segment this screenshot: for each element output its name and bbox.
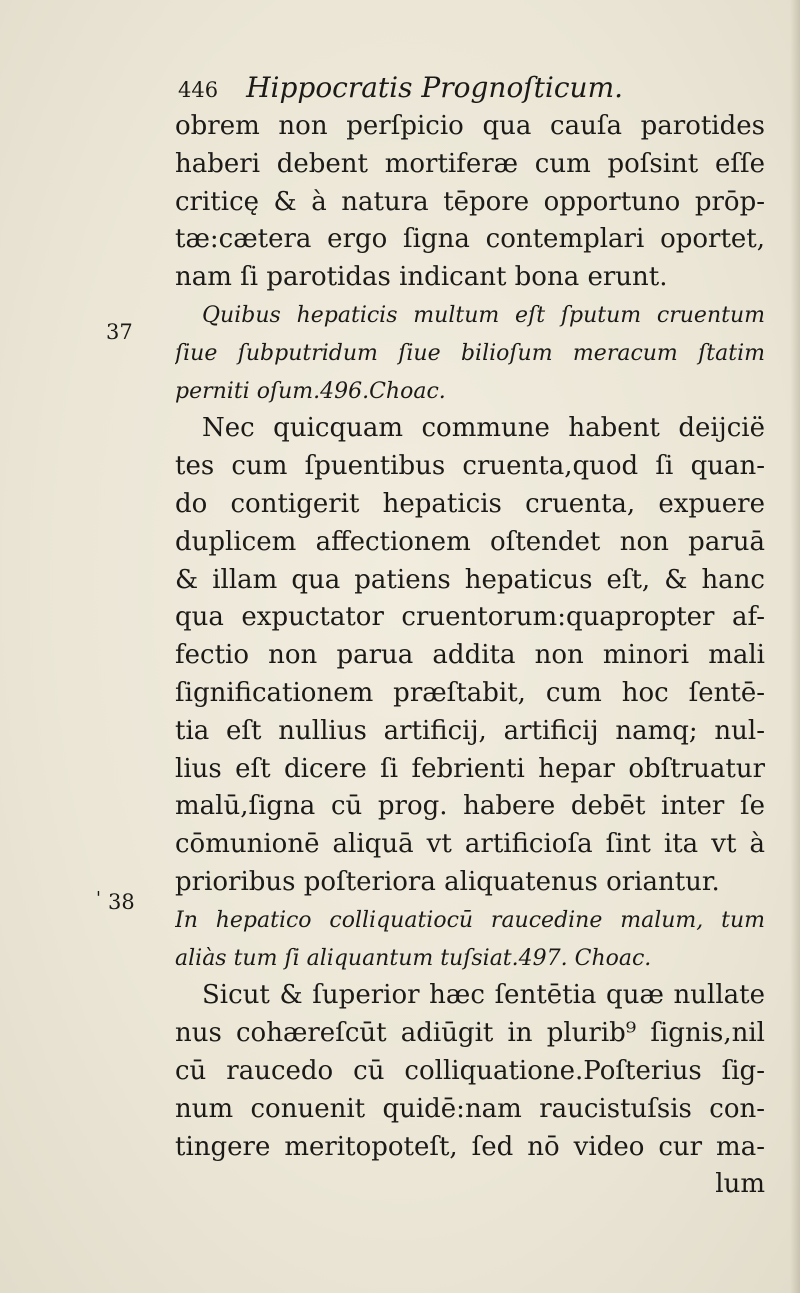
text-line: fectio non parua addita non minori mali xyxy=(175,640,765,671)
text-line: tia eſt nullius artificij, artificij namq; nul- xyxy=(175,715,765,746)
text-line: num conuenit quidē:nam raucistuſsis con- xyxy=(175,1093,765,1124)
text-line: Sicut & ſuperior hæc ſentētia quæ nullate xyxy=(202,980,765,1011)
margin-aphorism-number-38: 38 xyxy=(108,890,135,914)
text-line: ſignificationem præſtabit, cum hoc ſentē- xyxy=(175,677,765,708)
body-text xyxy=(175,108,765,1204)
text-line: tæ:cætera ergo ſigna contemplari oportet, xyxy=(175,224,765,255)
aphorism-line: In hepatico colliquatiocū raucedine malum, tum xyxy=(175,907,765,933)
catchword: lum xyxy=(715,1169,765,1200)
aphorism-line: perniti oſum.496.Choac. xyxy=(175,378,446,404)
text-line: cōmunionē aliquā vt artificioſa ſint ita vt à xyxy=(175,829,765,860)
text-line: nus cohæreſcūt adiūgit in plurib⁹ ſignis,nil xyxy=(175,1018,765,1049)
text-line: cū raucedo cū colliquatione.Poſterius ſig- xyxy=(175,1055,765,1086)
aphorism-line: aliàs tum ſi aliquantum tuſsiat.497. Choac. xyxy=(175,945,652,971)
text-line: haberi debent mortiferæ cum poſsint eſſe xyxy=(175,148,765,179)
text-line: tes cum ſpuentibus cruenta,quod ſi quan- xyxy=(175,451,765,482)
page-number: 446 xyxy=(178,78,219,102)
text-line: nam ſi parotidas indicant bona erunt. xyxy=(175,262,668,293)
text-line: lius eſt dicere ſi febrienti hepar obſtruatur xyxy=(175,753,765,784)
running-header xyxy=(178,70,623,108)
text-line: Nec quicquam commune habent deijcië xyxy=(202,413,765,444)
margin-aphorism-number-37: 37 xyxy=(106,320,133,344)
text-line: obrem non perſpicio qua cauſa parotides xyxy=(175,111,765,141)
text-line: & illam qua patiens hepaticus eſt, & hanc xyxy=(175,564,765,595)
text-line: tingere meritopoteſt, ſed nō video cur ma- xyxy=(175,1131,765,1162)
page-edge-shadow xyxy=(790,0,800,1293)
aphorism-line: ſiue ſubputridum ſiue bilioſum meracum ſtatim xyxy=(175,340,765,366)
text-line: prioribus poſteriora aliquatenus oriantur. xyxy=(175,866,720,897)
text-line: malū,ſigna cū prog. habere debēt inter ſe xyxy=(175,791,765,822)
text-line: do contigerit hepaticis cruenta, expuere xyxy=(175,488,765,519)
aphorism-line: Quibus hepaticis multum eſt ſputum cruentum xyxy=(202,302,765,328)
running-title: Hippocratis Prognoſticum. xyxy=(246,71,624,104)
text-line: duplicem affectionem oſtendet non paruā xyxy=(175,526,765,557)
text-line: qua expuctator cruentorum:quapropter af- xyxy=(175,602,765,633)
text-line: criticę & à natura tēpore opportuno prōp- xyxy=(175,186,765,217)
margin-mark: ' xyxy=(96,888,101,909)
